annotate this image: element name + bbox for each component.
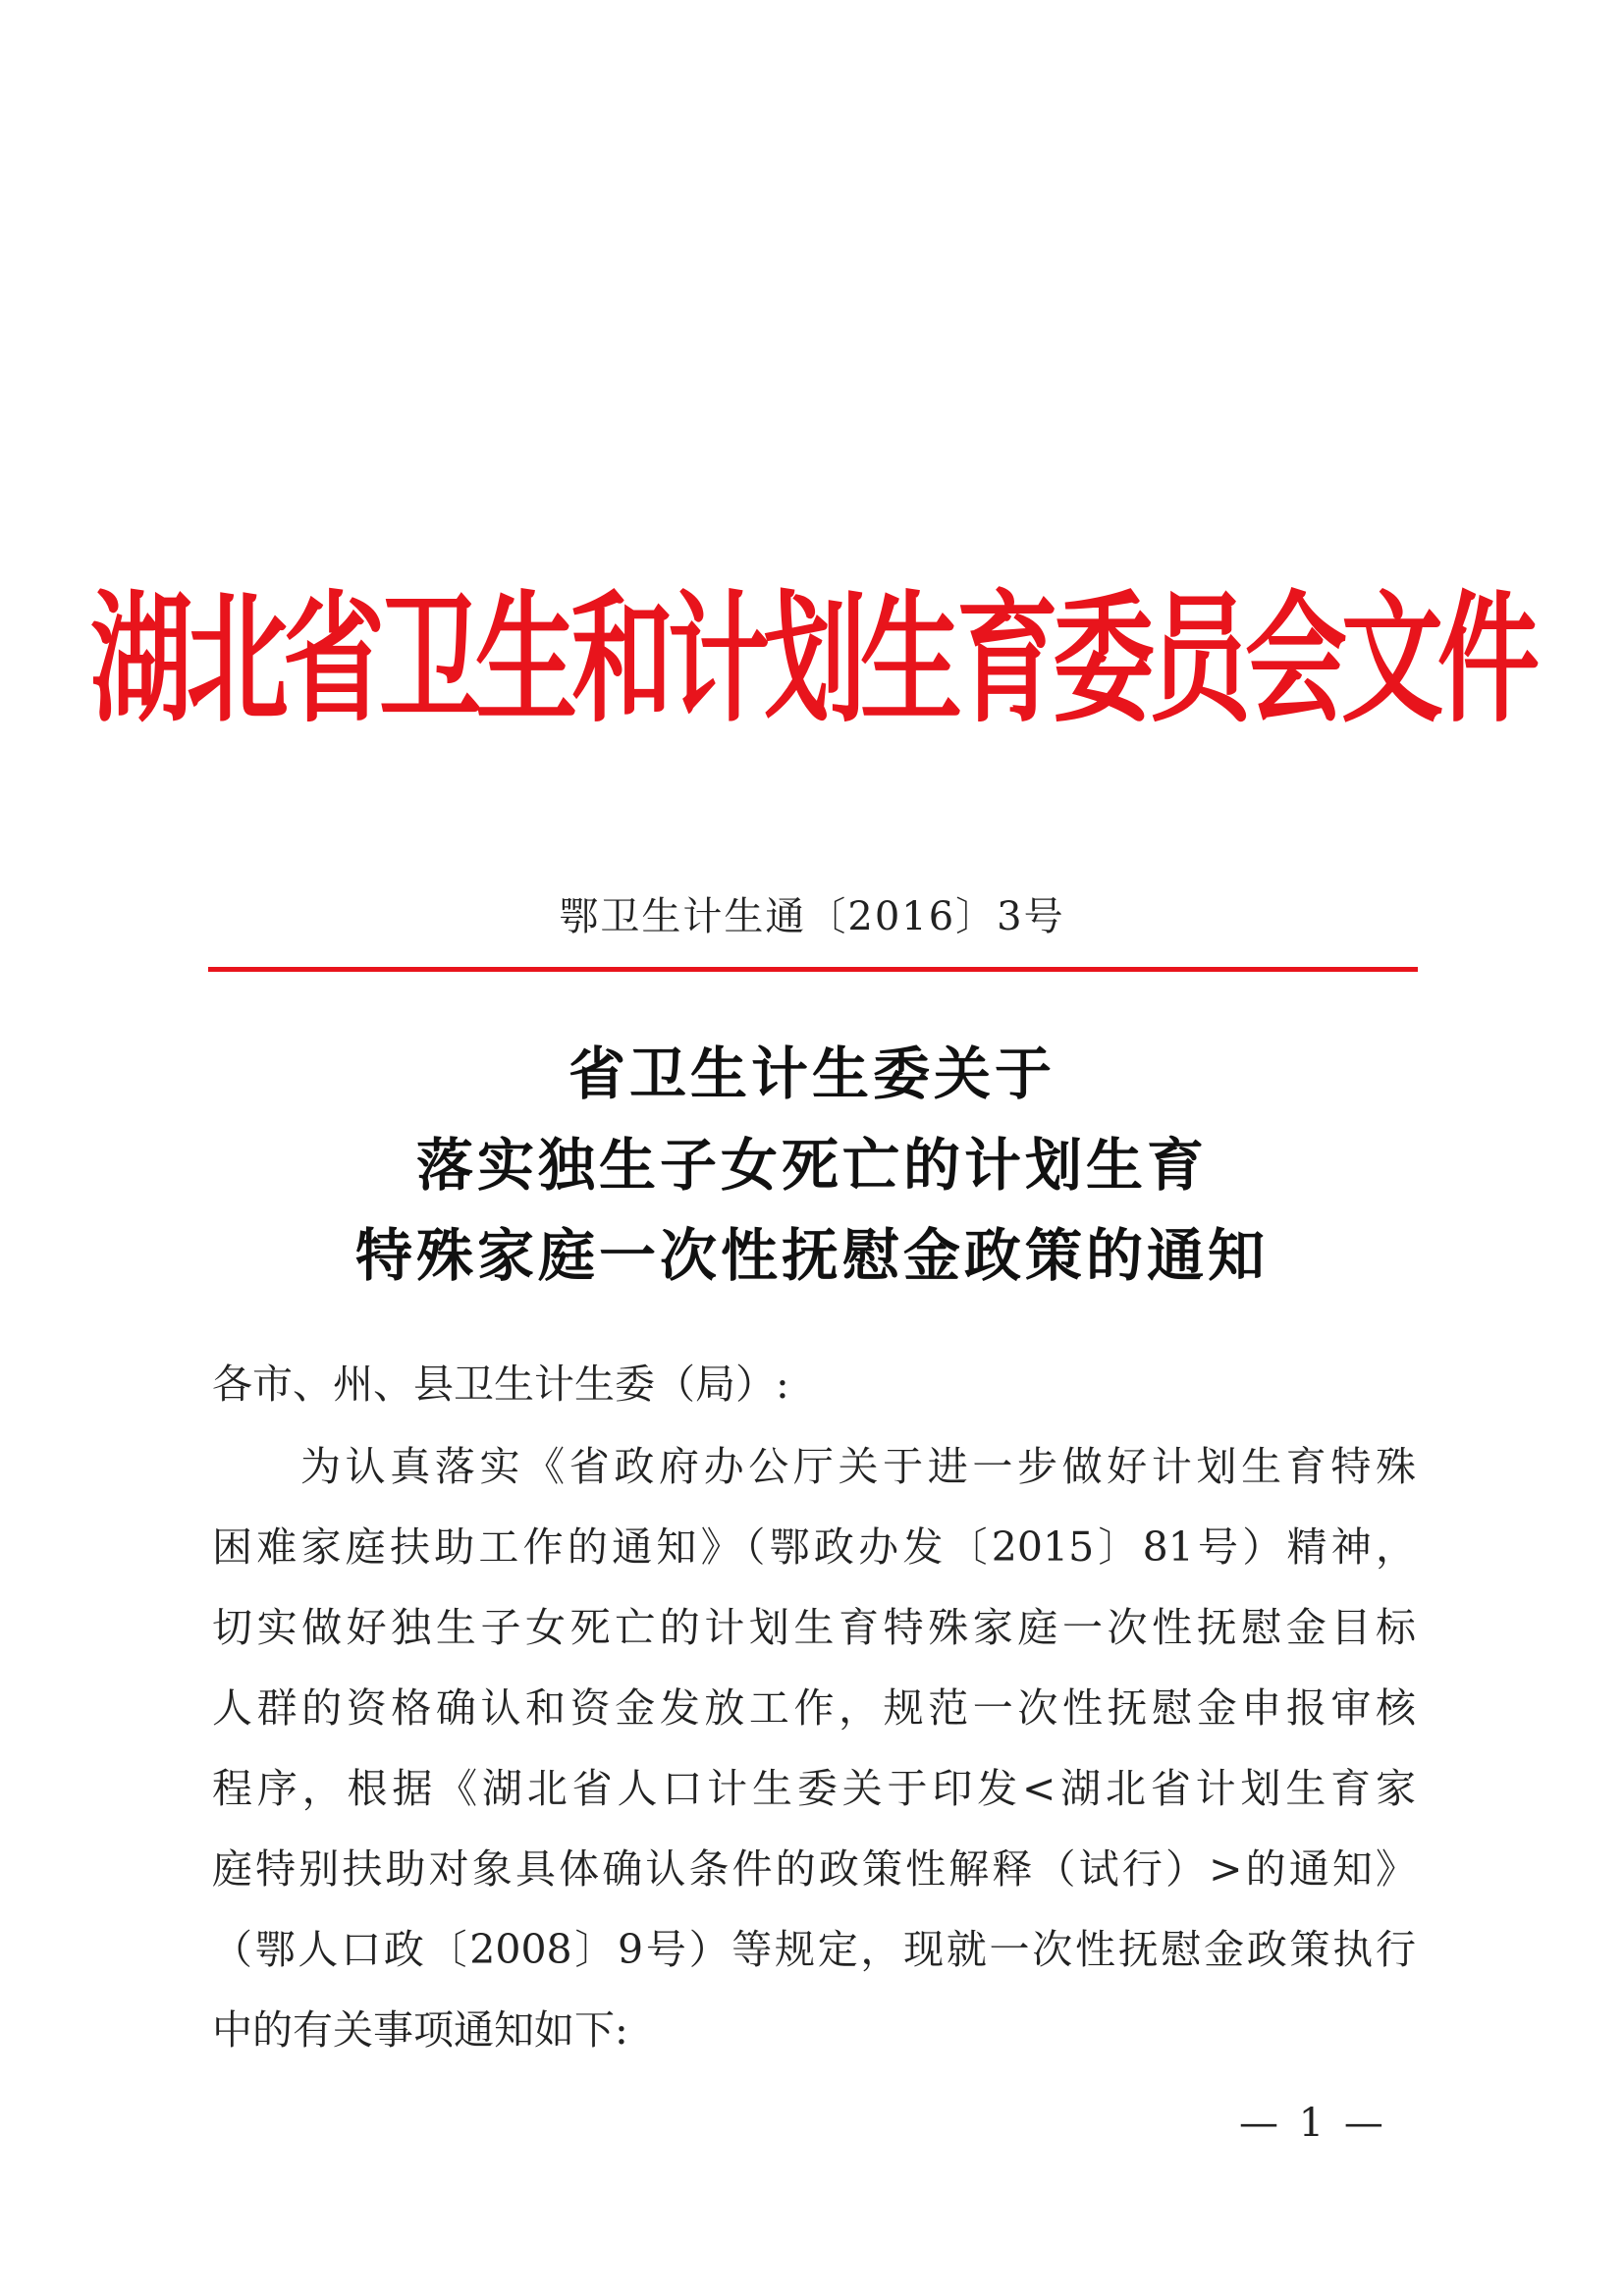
body-line-6: 庭特别扶助对象具体确认条件的政策性解释（试行）>的通知》 bbox=[212, 1845, 1416, 1893]
body-line-3: 切实做好独生子女死亡的计划生育特殊家庭一次性抚慰金目标 bbox=[212, 1604, 1416, 1651]
body-line-2: 困难家庭扶助工作的通知》（鄂政办发〔2015〕81号）精神， bbox=[212, 1523, 1416, 1571]
document-number: 鄂卫生计生通〔2016〕3号 bbox=[559, 894, 1065, 939]
addressee: 各市、州、县卫生计生委（局）: bbox=[212, 1361, 789, 1408]
masthead-title: 湖北省卫生和计划生育委员会文件 bbox=[89, 575, 1534, 742]
body-line-8: 中的有关事项通知如下: bbox=[212, 2006, 628, 2054]
title-line-2: 落实独生子女死亡的计划生育 bbox=[415, 1132, 1208, 1199]
body-line-4: 人群的资格确认和资金发放工作，规范一次性抚慰金申报审核 bbox=[212, 1684, 1416, 1732]
body-line-7: （鄂人口政〔2008〕9号）等规定，现就一次性抚慰金政策执行 bbox=[212, 1926, 1416, 1973]
red-divider-line bbox=[208, 967, 1418, 972]
title-line-1: 省卫生计生委关于 bbox=[568, 1041, 1056, 1107]
body-line-5: 程序，根据《湖北省人口计生委关于印发<湖北省计划生育家 bbox=[212, 1765, 1416, 1812]
body-line-1: 为认真落实《省政府办公厅关于进一步做好计划生育特殊 bbox=[300, 1443, 1416, 1490]
page-number: — 1 — bbox=[1239, 2101, 1387, 2146]
title-line-3: 特殊家庭一次性抚慰金政策的通知 bbox=[354, 1222, 1269, 1289]
